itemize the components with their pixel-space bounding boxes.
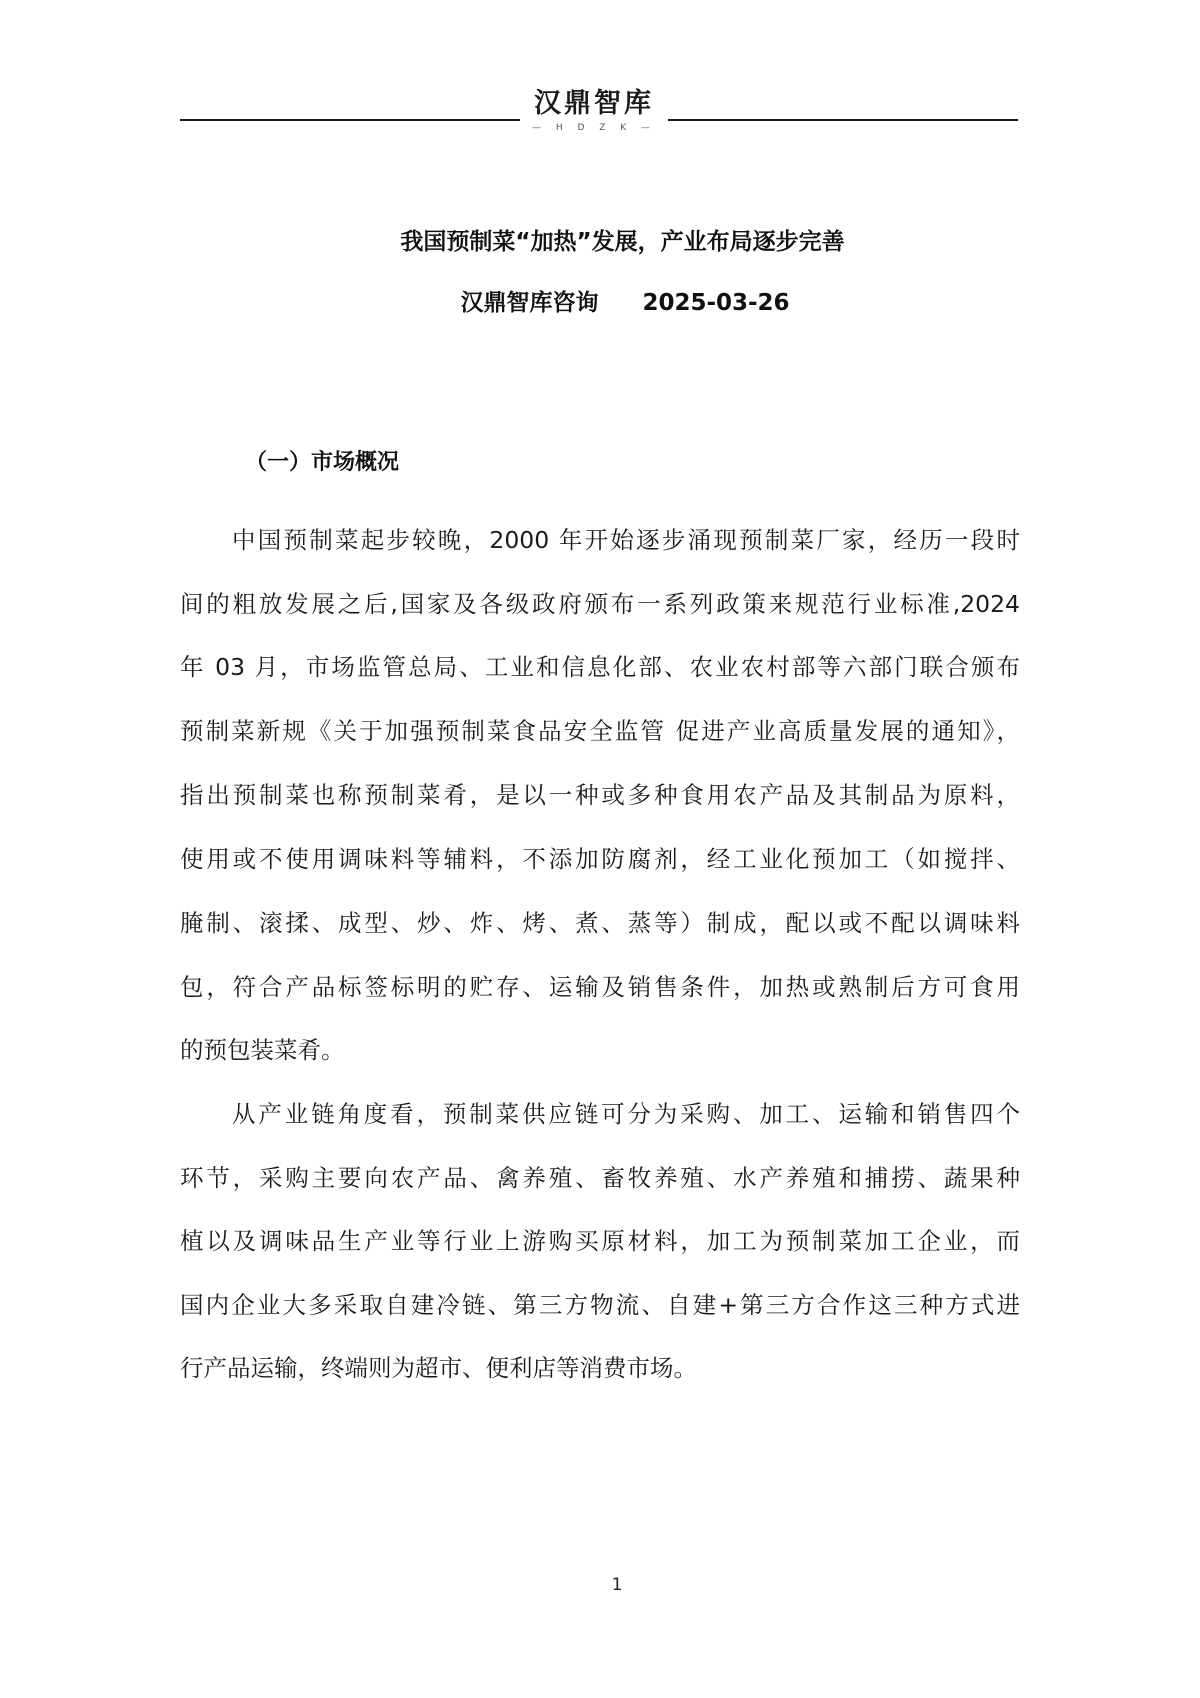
paragraph-1-line: 中国预制菜起步较晚，2000 年开始逐步涌现预制菜厂家，经历一段时 <box>232 526 1020 554</box>
paragraph-1-line: 预制菜新规《关于加强预制菜食品安全监管 促进产业高质量发展的通知》， <box>180 717 1020 745</box>
paragraph-2-line: 国内企业大多采取自建冷链、第三方物流、自建+第三方合作这三种方式进 <box>180 1291 1020 1319</box>
page-number: 1 <box>611 1575 623 1595</box>
header-rule-left <box>180 119 520 121</box>
brand-logo <box>520 88 668 134</box>
paragraph-1-line: 指出预制菜也称预制菜肴，是以一种或多种食用农产品及其制品为原料， <box>180 781 1020 809</box>
brand-logo-latin: — H D Z K — <box>531 123 657 133</box>
paragraph-1-line: 腌制、滚揉、成型、炒、炸、烤、煮、蒸等）制成，配以或不配以调味料 <box>180 909 1020 937</box>
section-heading: （一）市场概况 <box>245 450 400 475</box>
article-author: 汉鼎智库咨询 <box>460 290 599 316</box>
paragraph-1-line: 间的粗放发展之后,国家及各级政府颁布一系列政策来规范行业标准,2024 <box>180 590 1020 618</box>
paragraph-2-line: 行产品运输，终端则为超市、便利店等消费市场。 <box>180 1354 697 1382</box>
paragraph-1-line: 的预包装菜肴。 <box>180 1036 345 1064</box>
paragraph-2-line: 植以及调味品生产业等行业上游购买原材料，加工为预制菜加工企业，而 <box>180 1227 1020 1255</box>
header-rule-right <box>668 119 1018 121</box>
paragraph-1-line: 使用或不使用调味料等辅料，不添加防腐剂，经工业化预加工（如搅拌、 <box>180 845 1020 873</box>
paragraph-2-line: 从产业链角度看，预制菜供应链可分为采购、加工、运输和销售四个 <box>232 1100 1020 1128</box>
paragraph-2-line: 环节，采购主要向农产品、禽养殖、畜牧养殖、水产养殖和捕捞、蔬果种 <box>180 1164 1020 1192</box>
article-byline <box>0 289 1200 317</box>
paragraph-1-line: 包，符合产品标签标明的贮存、运输及销售条件，加热或熟制后方可食用 <box>180 973 1020 1001</box>
article-title: 我国预制菜“加热”发展，产业布局逐步完善 <box>400 229 845 255</box>
paragraph-1-line: 年 03 月，市场监管总局、工业和信息化部、农业农村部等六部门联合颁布 <box>180 653 1020 681</box>
article-date: 2025-03-26 <box>642 290 790 316</box>
brand-logo-chinese: 汉鼎智库 <box>534 88 654 119</box>
